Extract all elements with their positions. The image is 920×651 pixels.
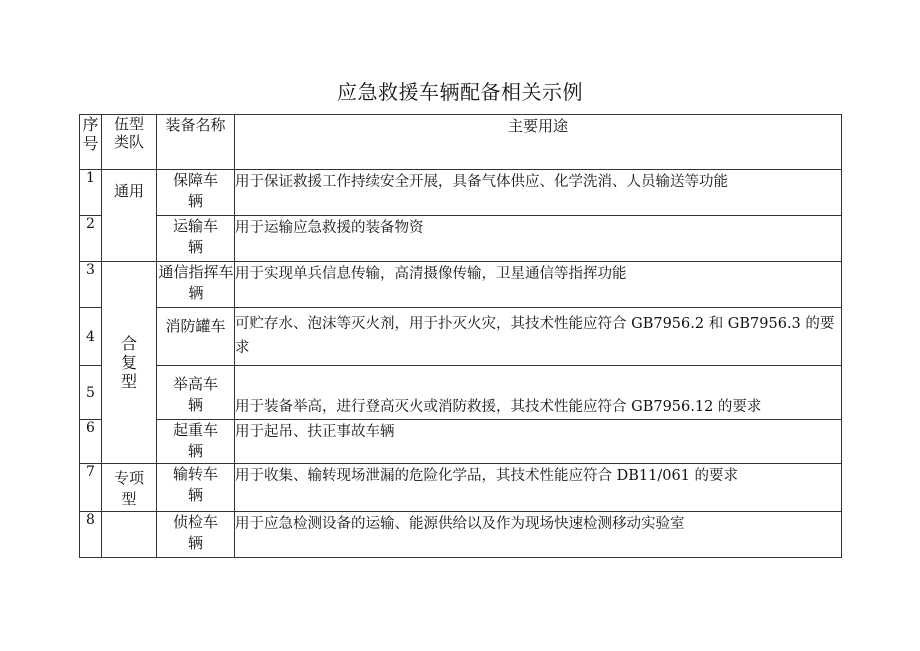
vehicle-name: 举高车辆 <box>172 375 218 414</box>
table-row <box>80 308 842 366</box>
table-row <box>80 366 842 420</box>
vehicle-name: 输转车辆 <box>172 465 218 504</box>
vehicle-use: 用于应急检测设备的运输、能源供给以及作为现场快速检测移动实验室 <box>235 512 842 558</box>
table-row <box>80 512 842 558</box>
vehicle-table <box>79 114 842 558</box>
table-row <box>80 170 842 216</box>
row-number: 3 <box>80 262 102 308</box>
table-row <box>80 464 842 512</box>
row-number: 7 <box>80 464 102 512</box>
vehicle-name-cell <box>157 464 235 512</box>
vehicle-name-cell <box>157 216 235 262</box>
header-use-label: 主要用途 <box>507 117 568 135</box>
table-row <box>80 420 842 464</box>
header-no-label: 序号 <box>82 115 99 153</box>
vehicle-use: 用于实现单兵信息传输，高清摄像传输，卫星通信等指挥功能 <box>235 262 842 308</box>
vehicle-name-cell <box>157 366 235 420</box>
vehicle-use: 用于装备举高，进行登高灭火或消防救援，其技术性能应符合 GB7956.12 的要求 <box>235 366 842 420</box>
vehicle-use: 用于运输应急救援的装备物资 <box>235 216 842 262</box>
header-name-label: 装备名称 <box>165 116 226 134</box>
row-number: 6 <box>80 420 102 464</box>
vehicle-name-cell <box>157 512 235 558</box>
header-use <box>235 115 842 170</box>
vehicle-name: 运输车辆 <box>172 217 218 256</box>
group-special-label: 专项型 <box>113 469 144 508</box>
row-number: 4 <box>80 308 102 366</box>
vehicle-name: 起重车辆 <box>172 421 218 460</box>
vehicle-name: 消防罐车 <box>165 317 226 335</box>
header-no <box>80 115 102 170</box>
vehicle-use: 用于收集、输转现场泄漏的危险化学品，其技术性能应符合 DB11/061 的要求 <box>235 464 842 512</box>
vehicle-use: 用于保证救援工作持续安全开展，具备气体供应、化学洗消、人员输送等功能 <box>235 170 842 216</box>
row-number: 8 <box>80 512 102 558</box>
vehicle-name: 通信指挥车辆 <box>158 263 234 302</box>
vehicle-use: 可贮存水、泡沫等灭火剂，用于扑灭火灾，其技术性能应符合 GB7956.2 和 GB7956.3 的要求 <box>235 308 842 366</box>
header-name <box>157 115 235 170</box>
row-number: 1 <box>80 170 102 216</box>
header-type-label: 伍型类队 <box>113 115 144 151</box>
document-title: 应急救援车辆配备相关示例 <box>337 80 583 104</box>
group-empty <box>102 512 157 558</box>
row-number: 2 <box>80 216 102 262</box>
group-special <box>102 464 157 512</box>
table-row <box>80 262 842 308</box>
vehicle-name-cell <box>157 170 235 216</box>
vehicle-use: 用于起吊、扶正事故车辆 <box>235 420 842 464</box>
table-row <box>80 216 842 262</box>
vehicle-name: 侦检车辆 <box>172 513 218 552</box>
group-composite-label: 合复型 <box>120 334 137 391</box>
vehicle-name: 保障车辆 <box>172 171 218 210</box>
row-number: 5 <box>80 366 102 420</box>
vehicle-name-cell <box>157 420 235 464</box>
table-header-row <box>80 115 842 170</box>
group-general: 通用 <box>102 170 157 262</box>
vehicle-name-cell <box>157 308 235 366</box>
group-composite <box>102 262 157 464</box>
vehicle-name-cell <box>157 262 235 308</box>
header-type <box>102 115 157 170</box>
